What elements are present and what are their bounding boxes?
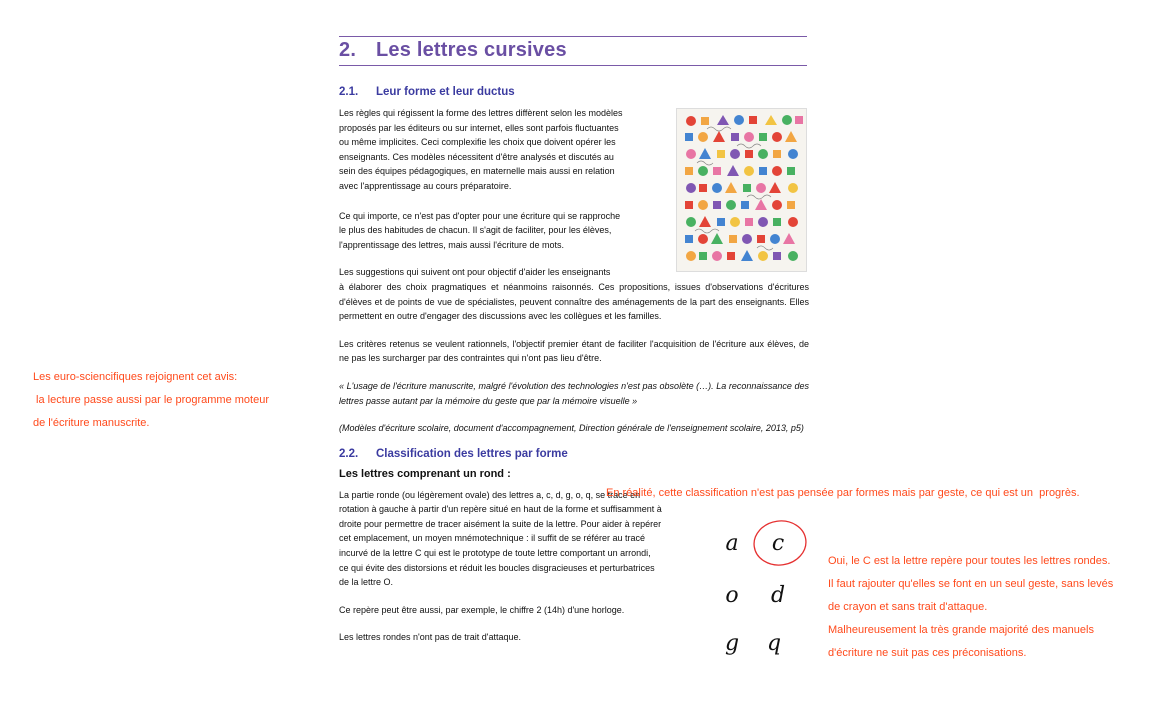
- cursive-letter: d: [770, 583, 786, 608]
- annotation-left-line: la lecture passe aussi par le programme moteur: [33, 394, 269, 406]
- cursive-letter: o: [725, 583, 739, 608]
- chapter-number: 2.: [339, 39, 357, 61]
- cursive-letter: c: [771, 531, 785, 556]
- section-title: Classification des lettres par forme: [376, 447, 568, 460]
- annotation-right-line: Oui, le C est la lettre repère pour toutes les lettres rondes.: [828, 555, 1111, 567]
- quote: « L'usage de l'écriture manuscrite, malgré l'évolution des technologies n'est pas obsolète (…). La reconnaissance des lettres passe autant par la mémoire du geste que par la mémoire visuelle »: [339, 380, 809, 406]
- cursive-letters-drawing: [712, 516, 817, 678]
- annotation-right-line: Il faut rajouter qu'elles se font en un seul geste, sans levés: [828, 578, 1114, 590]
- annotation-right: [828, 550, 1113, 665]
- text-line: l'apprentissage des lettres, mais aussi l'écriture de mots.: [339, 239, 565, 250]
- paragraph: [339, 209, 661, 253]
- paragraph: [339, 265, 809, 323]
- annotation-right-line: de crayon et sans trait d'attaque.: [828, 601, 988, 613]
- annotation-right-line: Malheureusement la très grande majorité des manuels: [828, 624, 1094, 636]
- paragraph: Ce repère peut être aussi, par exemple, le chiffre 2 (14h) d'une horloge.: [339, 604, 625, 615]
- artwork-illustration: [677, 109, 807, 272]
- text-line: cet emplacement, un moyen mnémotechnique : il suffit de se référer au tracé: [339, 533, 645, 544]
- text-line: Les règles qui régissent la forme des lettres diffèrent selon les modèles: [339, 108, 623, 118]
- text-line: droite pour permettre de tracer aisément la suite de la lettre. Pour aider à repérer: [339, 518, 662, 529]
- annotation-left-line: Les euro-sciencifiques rejoignent cet avis:: [33, 371, 238, 383]
- text-line: enseignants. Ces modèles nécessitent d'être analysés et discutés au: [339, 151, 614, 162]
- annotation-right-line: d'écriture ne suit pas ces préconisations.: [828, 647, 1027, 659]
- text-line: Ce qui importe, ce n'est pas d'opter pour une écriture qui se rapproche: [339, 210, 621, 221]
- paragraph: [339, 106, 661, 194]
- chapter-heading: [339, 36, 807, 66]
- text-line: ce qui évite des distorsions et réduit les boucles disgracieuses et perturbatrices: [339, 562, 655, 573]
- section-title: Leur forme et leur ductus: [376, 86, 515, 98]
- text-line: proposés par les éditeurs ou sur internet, elles sont parfois fluctuantes: [339, 122, 619, 133]
- text-line: avec l'apprentissage au cours préparatoire.: [339, 180, 512, 191]
- paragraph: Les critères retenus se veulent rationnels, l'objectif premier étant de faciliter l'acquisition de l'écriture aux élèves, de ne pas les surcharger par des contraintes qui n'ont pas lieu d'être.: [339, 338, 809, 364]
- section-number: 2.1.: [339, 86, 359, 98]
- section-heading: [339, 448, 809, 460]
- text-line: La partie ronde (ou légèrement ovale) des lettres a, c, d, g, o, q, se trace en: [339, 489, 641, 500]
- section-heading: [339, 86, 809, 98]
- text-line: le plus des habitudes de chacun. Il s'agit de faciliter, pour les élèves,: [339, 225, 612, 236]
- annotation-left: [33, 366, 269, 435]
- citation: (Modèles d'écriture scolaire, document d'accompagnement, Direction générale de l'enseignement scolaire, 2013, p5): [339, 423, 804, 434]
- text-line: sein des équipes pédagogiques, en maternelle mais aussi en relation: [339, 166, 615, 177]
- cursive-letters-figure: [712, 516, 817, 678]
- text-line: Les suggestions qui suivent ont pour objectif d'aider les enseignants: [339, 267, 611, 278]
- cursive-letter: q: [766, 631, 782, 656]
- section-number: 2.2.: [339, 447, 359, 460]
- text-line: rotation à gauche à partir d'un repère situé en haut de la forme et suffisamment à: [339, 504, 662, 515]
- text-block: à élaborer des choix pragmatiques et néanmoins raisonnés. Ces propositions, issues d'observations d'écritures d'élèves et de points de vue de spécialistes, peuvent connaître des aménagements de la part des enseignants. Elles permettent en outre d'engager des discussions avec les collègues et les familles.: [339, 281, 809, 322]
- text-line: de la lettre O.: [339, 577, 394, 588]
- cursive-letter: a: [725, 531, 739, 556]
- classroom-artwork-photo: [676, 108, 807, 272]
- paragraph: Les lettres rondes n'ont pas de trait d'attaque.: [339, 632, 522, 643]
- chapter-title: Les lettres cursives: [376, 39, 567, 61]
- text-line: incurvé de la lettre C qui est le prototype de toute lettre comportant un arrondi,: [339, 548, 651, 559]
- subheading: Les lettres comprenant un rond :: [339, 467, 511, 480]
- annotation-classification: En réalité, cette classification n'est pas pensée par formes mais par geste, ce qui est un progrès.: [606, 487, 1080, 499]
- text-line: ou même implicites. Ceci complexifie les choix que doivent opérer les: [339, 137, 616, 148]
- annotation-left-line: de l'écriture manuscrite.: [33, 417, 150, 429]
- cursive-letter: g: [724, 631, 740, 656]
